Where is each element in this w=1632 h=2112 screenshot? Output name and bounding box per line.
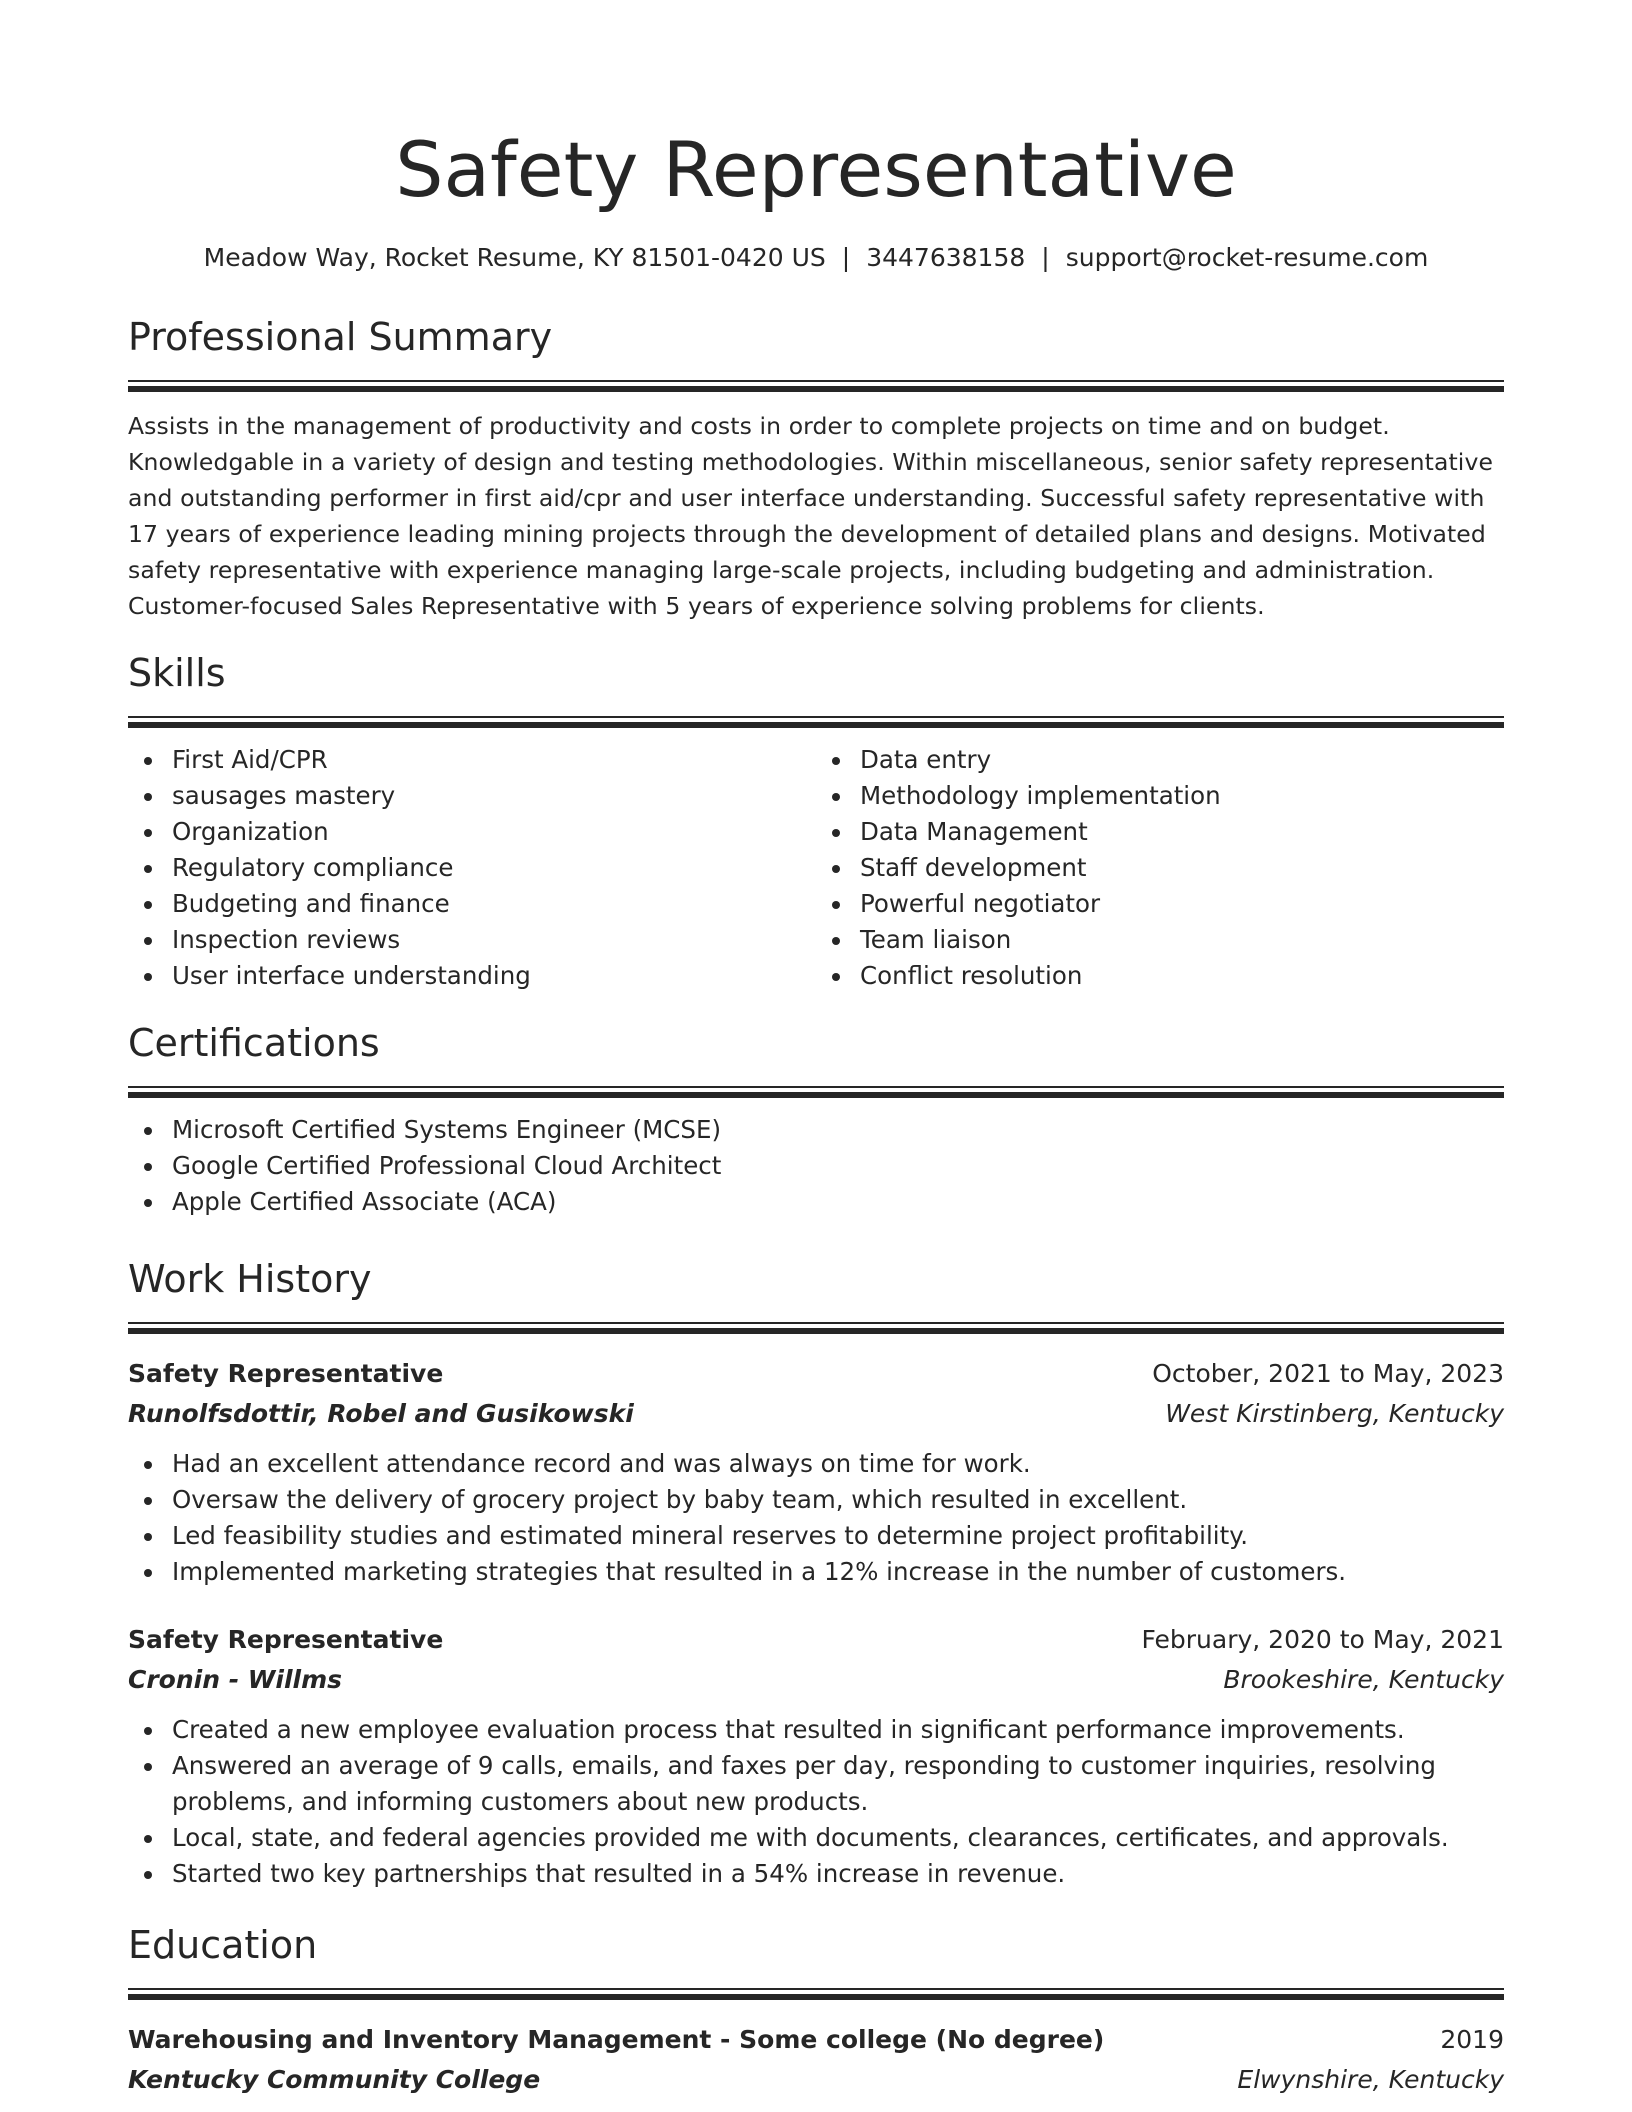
certifications-section (128, 1020, 1504, 1220)
certifications-list (128, 1112, 1504, 1220)
job-location: Brookeshire, Kentucky (1223, 1665, 1504, 1694)
job-bullet: Created a new employee evaluation process that resulted in significant performance improvements. (128, 1712, 1504, 1748)
job-header (128, 1354, 1504, 1394)
section-divider (128, 1988, 1504, 2000)
job-bullets (128, 1446, 1504, 1590)
job-location: West Kirstinberg, Kentucky (1165, 1399, 1504, 1428)
contact-separator: | (841, 243, 851, 272)
skills-list-left (128, 742, 816, 994)
education-year: 2019 (1440, 2025, 1504, 2054)
job-bullet: Oversaw the delivery of grocery project by baby team, which resulted in excellent. (128, 1482, 1504, 1518)
job-entry (128, 1620, 1504, 1892)
certification-item: Google Certified Professional Cloud Architect (128, 1148, 1504, 1184)
job-header (128, 1620, 1504, 1660)
education-header (128, 2020, 1504, 2060)
job-bullet: Implemented marketing strategies that resulted in a 12% increase in the number of customers. (128, 1554, 1504, 1590)
education-entry (128, 2020, 1504, 2100)
skill-item: User interface understanding (128, 958, 816, 994)
skill-item: Methodology implementation (816, 778, 1504, 814)
section-divider (128, 1086, 1504, 1098)
summary-section (128, 314, 1504, 624)
section-title: Professional Summary (128, 315, 553, 359)
job-dates: October, 2021 to May, 2023 (1152, 1359, 1504, 1388)
job-bullet: Answered an average of 9 calls, emails, and faxes per day, responding to customer inquiries, resolving problems, and informing customers about new products. (128, 1748, 1504, 1820)
job-title: Safety Representative (128, 1359, 444, 1388)
job-dates: February, 2020 to May, 2021 (1141, 1625, 1504, 1654)
job-entry (128, 1354, 1504, 1590)
section-divider (128, 1322, 1504, 1334)
section-title: Certifications (128, 1021, 380, 1065)
skills-section (128, 650, 1504, 994)
job-subheader (128, 1660, 1504, 1700)
contact-separator: | (1041, 243, 1050, 272)
job-bullets (128, 1712, 1504, 1892)
certification-item: Apple Certified Associate (ACA) (128, 1184, 1504, 1220)
job-title: Safety Representative (128, 1625, 444, 1654)
skill-item: Organization (128, 814, 816, 850)
section-title: Education (128, 1923, 318, 1967)
skill-item: Regulatory compliance (128, 850, 816, 886)
job-bullet: Local, state, and federal agencies provided me with documents, clearances, certificates, and approvals. (128, 1820, 1504, 1856)
skill-item: Budgeting and finance (128, 886, 816, 922)
job-bullet: Started two key partnerships that resulted in a 54% increase in revenue. (128, 1856, 1504, 1892)
skill-item: Data entry (816, 742, 1504, 778)
job-company: Runolfsdottir, Robel and Gusikowski (128, 1399, 634, 1428)
skill-item: Data Management (816, 814, 1504, 850)
section-title: Work History (128, 1257, 372, 1301)
education-section (128, 1922, 1504, 2100)
skill-item: Staff development (816, 850, 1504, 886)
education-location: Elwynshire, Kentucky (1237, 2065, 1504, 2094)
contact-email: support@rocket-resume.com (1065, 243, 1429, 272)
education-subheader (128, 2060, 1504, 2100)
job-bullet: Had an excellent attendance record and was always on time for work. (128, 1446, 1504, 1482)
skill-item: First Aid/CPR (128, 742, 816, 778)
section-divider (128, 716, 1504, 728)
contact-phone: 3447638158 (866, 243, 1026, 272)
contact-line (128, 242, 1504, 274)
skill-item: Inspection reviews (128, 922, 816, 958)
contact-address: Meadow Way, Rocket Resume, KY 81501-0420 US (203, 243, 826, 272)
resume-name: Safety Representative (395, 125, 1237, 214)
skills-list-right (816, 742, 1504, 994)
certification-item: Microsoft Certified Systems Engineer (MCSE) (128, 1112, 1504, 1148)
skill-item: Conflict resolution (816, 958, 1504, 994)
skill-item: Powerful negotiator (816, 886, 1504, 922)
summary-text: Assists in the management of productivity and costs in order to complete projects on time and on budget. Knowledgable in a variety of design and testing methodologies. Within miscellaneous, senior safety representative and outstanding performer in first aid/cpr and user interface understanding. Successful safety representative with 17 years of experience leading mining projects through the development of detailed plans and designs. Motivated safety representative with experience managing large-scale projects, including budgeting and administration. Customer-focused Sales Representative with 5 years of experience solving problems for clients. (128, 412, 1494, 620)
section-title: Skills (128, 651, 226, 695)
skill-item: sausages mastery (128, 778, 816, 814)
job-bullet: Led feasibility studies and estimated mineral reserves to determine project profitability. (128, 1518, 1504, 1554)
resume-page (128, 120, 1504, 2100)
section-divider (128, 380, 1504, 392)
job-subheader (128, 1394, 1504, 1434)
job-company: Cronin - Willms (128, 1665, 343, 1694)
education-degree: Warehousing and Inventory Management - Some college (No degree) (128, 2025, 1105, 2054)
work-history-section (128, 1256, 1504, 1892)
education-school: Kentucky Community College (128, 2065, 541, 2094)
skill-item: Team liaison (816, 922, 1504, 958)
skills-grid (128, 728, 1504, 994)
